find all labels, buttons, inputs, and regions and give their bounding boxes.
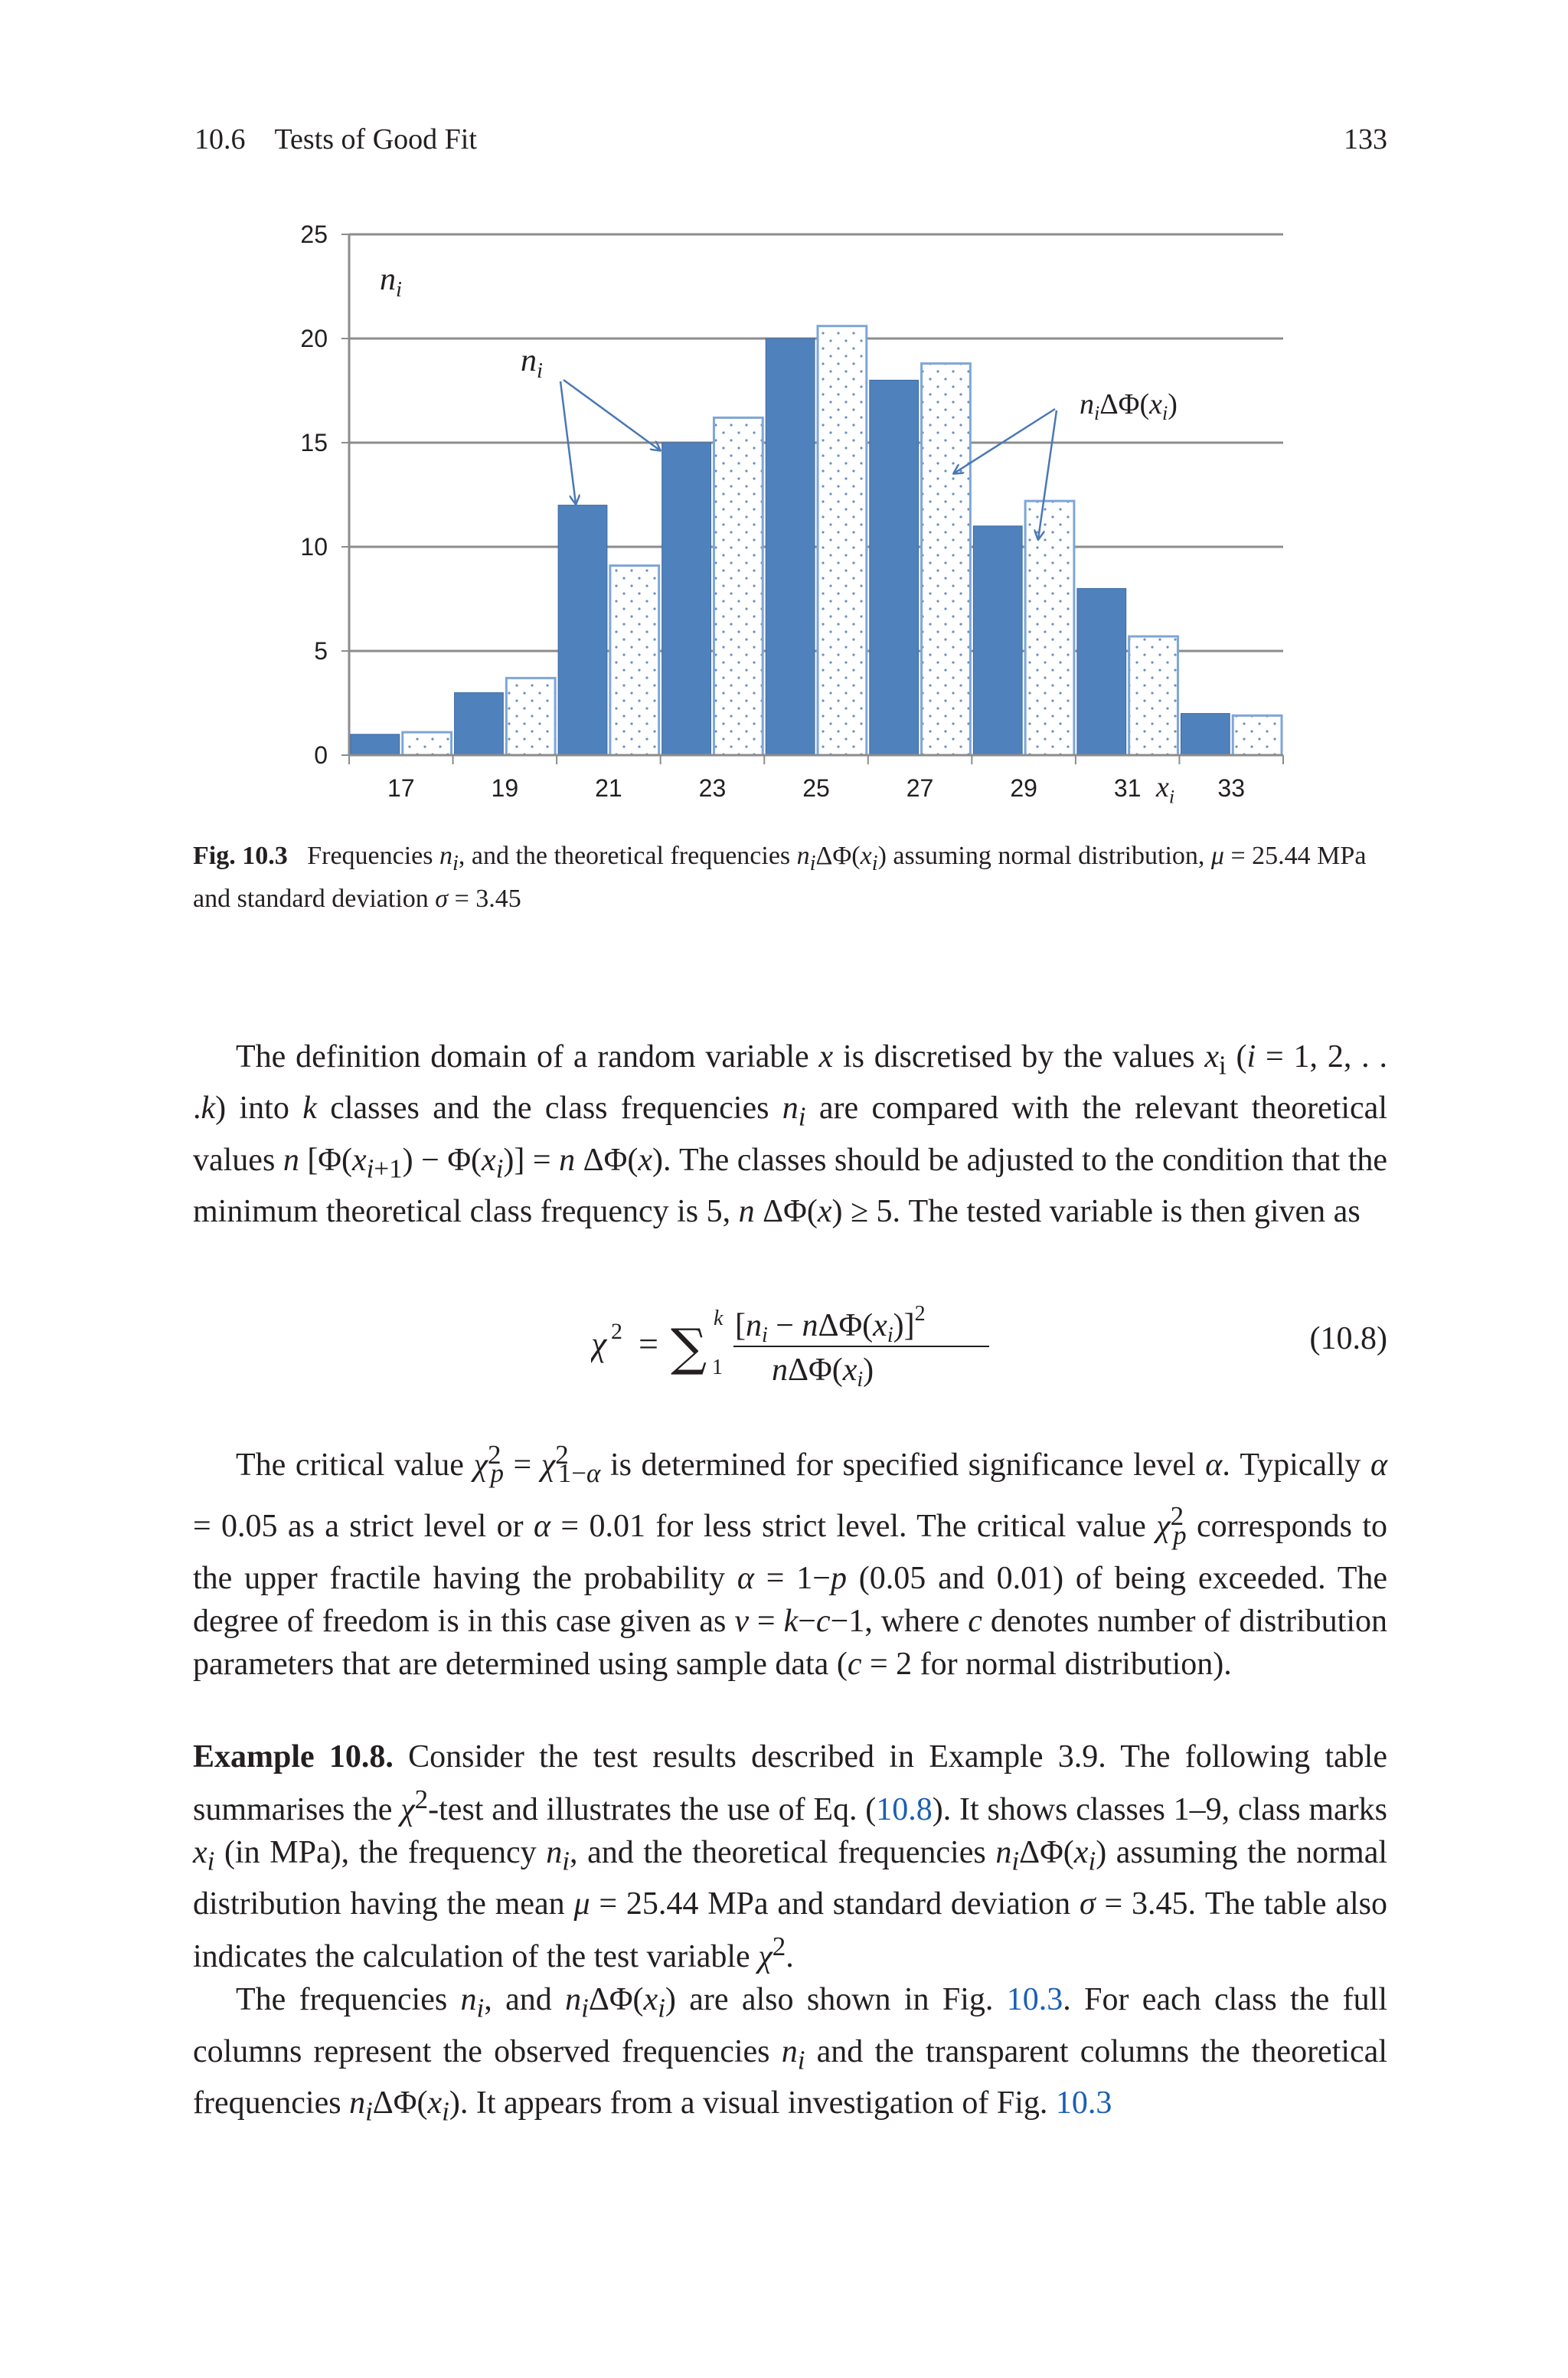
paragraph-example: Example 10.8. Consider the test results described in Example 3.9. The following table summarises the $\chi^2$-test and illustrates the use of Eq. (10.8). It shows classes 1–9, class marks $x_i$ (in MPa), the frequency $n_i$, and the theoretical frequencies $n_i\Delta\Phi(x_i)$ assuming the normal distribution having the mean μ = 25.44 MPa and standard deviation σ = 3.45. The table also indicates the calculation of the test variable $\chi^2$. The frequencies $n_i$, and $n_i\Delta\Phi(x_i)$ are also shown in Fig. 10.3. For each class the full columns represent the observed frequencies $n_i$ and the transparent columns the theoretical frequencies $n_i\Delta\Phi(x_i)$. It appears from a visual investigation of Fig. 10.3 (193, 1739, 1388, 2127)
paragraph-definition: The definition domain of a random variable x is discretised by the values $x_i$ (i = 1, 2, . . .k) into k classes and the class frequencies $n_i$ are compared with the relevant theoretical values n $[\Phi(x_{i+1}) - \Phi(x_i)] = n$ ΔΦ(x). The classes should be adjusted to the condition that the minimum theoretical class frequency is 5, n ΔΦ(x) ≥ 5. The tested variable is then given as (193, 1039, 1388, 1230)
svg-text:=: = (639, 1324, 658, 1363)
annotation-ni-dphi: $n_i\Delta\Phi(x_i)$ (1080, 388, 1178, 424)
svg-text:2: 2 (611, 1319, 622, 1344)
svg-text:∑: ∑ (671, 1318, 707, 1377)
bar-theoretical-29 (1025, 501, 1074, 755)
bar-observed-17 (351, 734, 400, 755)
svg-text:k: k (714, 1307, 724, 1330)
bar-theoretical-25 (818, 326, 867, 755)
y-tick-label-20: 20 (300, 325, 328, 352)
svg-text:nΔΦ(xi): nΔΦ(xi) (772, 1353, 874, 1392)
svg-text:χ: χ (591, 1324, 607, 1363)
figure-link-2[interactable]: 10.3 (1055, 2085, 1112, 2121)
y-tick-label-25: 25 (300, 221, 328, 248)
x-tick-label-19: 19 (491, 774, 519, 802)
running-head: 10.6 Tests of Good Fit (194, 123, 477, 155)
bar-theoretical-31 (1129, 636, 1178, 755)
equation-link[interactable]: 10.8 (876, 1792, 933, 1827)
bar-theoretical-33 (1233, 715, 1282, 755)
chi-square-formula (591, 1288, 1204, 1395)
x-tick-label-25: 25 (802, 774, 830, 802)
y-tick-label-15: 15 (300, 429, 328, 456)
x-tick-label-33: 33 (1217, 774, 1246, 802)
figure-label: Fig. 10.3 (193, 842, 288, 870)
bar-theoretical-19 (506, 678, 555, 755)
bar-observed-33 (1181, 714, 1230, 755)
equation-10-8 (193, 1288, 1387, 1395)
bar-theoretical-17 (403, 732, 452, 755)
bar-observed-25 (766, 339, 815, 755)
example-label: Example 10.8. (193, 1739, 394, 1775)
x-tick-label-21: 21 (595, 774, 622, 802)
x-tick-label-27: 27 (906, 774, 934, 802)
y-axis-label: $n_i$ (380, 262, 402, 303)
svg-text:1: 1 (712, 1356, 723, 1379)
bar-observed-23 (662, 443, 711, 755)
bar-observed-27 (870, 380, 919, 755)
frequency-histogram (0, 0, 1568, 827)
x-tick-label-23: 23 (698, 774, 727, 802)
x-tick-label-17: 17 (387, 774, 415, 802)
figure-caption: Fig. 10.3 Frequencies $n_i$, and the theoretical frequencies $n_i\Delta\Phi(x_i)$ assuming normal distribution, μ = 25.44 MPa and standard deviation σ = 3.45 (193, 842, 1367, 913)
y-tick-label-0: 0 (314, 741, 328, 769)
x-axis-label: $x_i$ (1156, 771, 1175, 808)
y-tick-label-5: 5 (314, 637, 328, 665)
y-tick-label-10: 10 (300, 533, 328, 561)
bar-theoretical-23 (714, 417, 763, 755)
paragraph-critical-value: The critical value $\chi^2_p = \chi^2_{1-\alpha}$ is determined for specified significance level α. Typically α = 0.05 as a strict level or α = 0.01 for less strict level. The critical value $\chi^2_p$ corresponds to the upper fractile having the probability α = 1−p (0.05 and 0.01) of being exceeded. The degree of freedom is in this case given as ν = k−c−1, where c denotes number of distribution parameters that are determined using sample data (c = 2 for normal distribution). (193, 1440, 1387, 1682)
bar-observed-29 (973, 526, 1022, 755)
svg-text:[ni − nΔΦ(xi)]2: [ni − nΔΦ(xi)]$^2$ (735, 1302, 926, 1347)
bar-observed-21 (558, 505, 607, 755)
x-tick-label-29: 29 (1010, 774, 1037, 802)
page-number: 133 (1344, 123, 1387, 155)
bar-theoretical-21 (610, 565, 659, 755)
annotation-ni: $n_i$ (521, 343, 543, 384)
bar-observed-31 (1077, 588, 1126, 755)
bar-observed-19 (455, 692, 504, 755)
x-tick-label-31: 31 (1113, 774, 1142, 802)
bar-theoretical-27 (922, 364, 971, 755)
arrow-to-23 (564, 380, 660, 450)
equation-number: (10.8) (1309, 1321, 1387, 1356)
figure-link-1[interactable]: 10.3 (1006, 1982, 1063, 2018)
